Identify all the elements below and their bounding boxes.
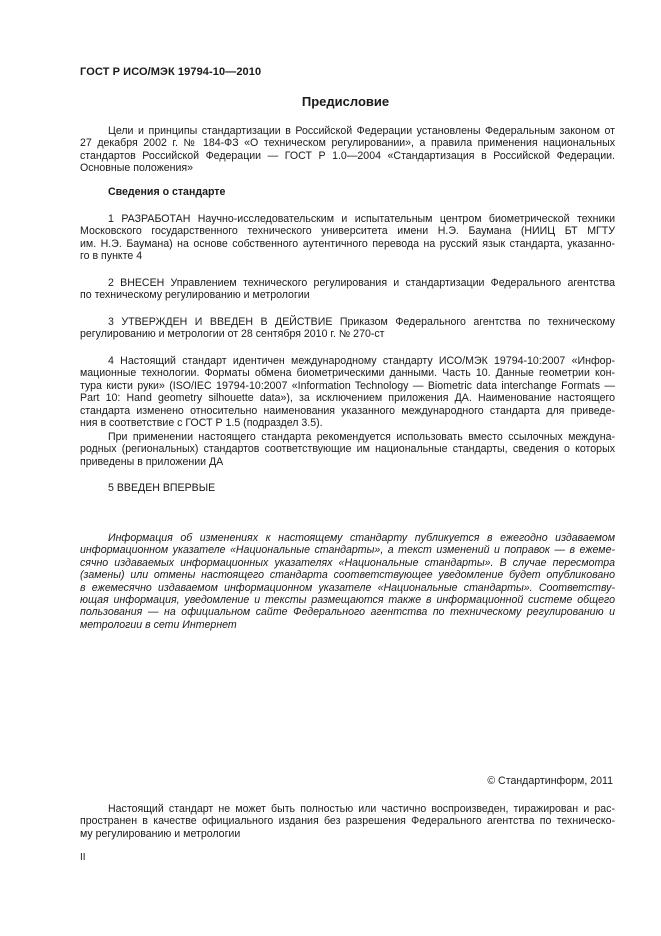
intro-paragraph: Цели и принципы стандартизации в Российской Федерации установлены Федеральным законом от 27 декабря 2002 г. № 184-ФЗ «О техническом регулировании», а правила применения национальных стандартов Российской Федерации — ГОСТ Р 1.0—2004 «Стандартизация в Российской Федерации. Основные положения» [80, 125, 615, 175]
amendments-notice: Информация об изменениях к настоящему стандарту публикуется в ежегодно издаваемом информационном указателе «Национальные стандарты», а текст изменений и поправок — в ежеме- сячно издаваемых информационных указателях «Национальные стандарты». В случае пересмотра (замены) или отмены настоящего стандарта соответствующее уведомление будет опубликовано в ежемесячно издаваемом информационном указателе «Национальные стандарты». Соответству- ющая информация, уведомление и тексты размещаются также в информационной системе общего пользования — на официальном сайте Федерального агентства по техническому регулированию и метрологии в сети Интернет [80, 532, 615, 631]
reproduction-notice: Настоящий стандарт не может быть полностью или частично воспроизведен, тиражирован и рас- пространен в качестве официального издания без разрешения Федерального агентства по техническо- му регулированию и метрологии [80, 803, 615, 840]
standard-header: ГОСТ Р ИСО/МЭК 19794-10—2010 [80, 66, 262, 78]
info-heading: Сведения о стандарте [108, 186, 226, 198]
item-1: 1 РАЗРАБОТАН Научно-исследовательским и испытательным центром биометрической техники Московского государственного технического университета имени Н.Э. Баумана (НИИЦ БТ МГТУ им. Н.Э. Баумана) на основе собственного аутентичного перевода на русский язык стандарта, указанно- го в пункте 4 [80, 213, 615, 263]
item-4-note: При применении настоящего стандарта рекомендуется использовать вместо ссылочных междуна- родных (региональных) стандартов соответствующие им национальные стандарты, сведения о которых приведены в приложении ДА [80, 431, 615, 468]
item-5: 5 ВВЕДЕН ВПЕРВЫЕ [108, 482, 216, 494]
item-3: 3 УТВЕРЖДЕН И ВВЕДЕН В ДЕЙСТВИЕ Приказом Федерального агентства по техническому регулированию и метрологии от 28 сентября 2010 г. № 270-ст [80, 316, 615, 341]
item-4: 4 Настоящий стандарт идентичен международному стандарту ИСО/МЭК 19794-10:2007 «Инфор- мационные технологии. Форматы обмена биометрическими данными. Часть 10. Данные геометрии кон- тура кисти руки» (ISO/IEC 19794-10:2007 «Information Technology — Biometric data interchange Formats — Part 10: Hand geometry silhouette data»), за исключением приложения ДА. Наименование настоящего стандарта изменено относительно наименования указанного международного стандарта для приведе- ния в соответствие с ГОСТ Р 1.5 (подраздел 3.5). [80, 355, 615, 430]
page-number: II [80, 852, 86, 863]
page-title: Предисловие [301, 94, 390, 109]
copyright: © Стандартинформ, 2011 [487, 775, 613, 787]
item-2: 2 ВНЕСЕН Управлением технического регулирования и стандартизации Федерального агентства по техническому регулированию и метрологии [80, 277, 615, 302]
